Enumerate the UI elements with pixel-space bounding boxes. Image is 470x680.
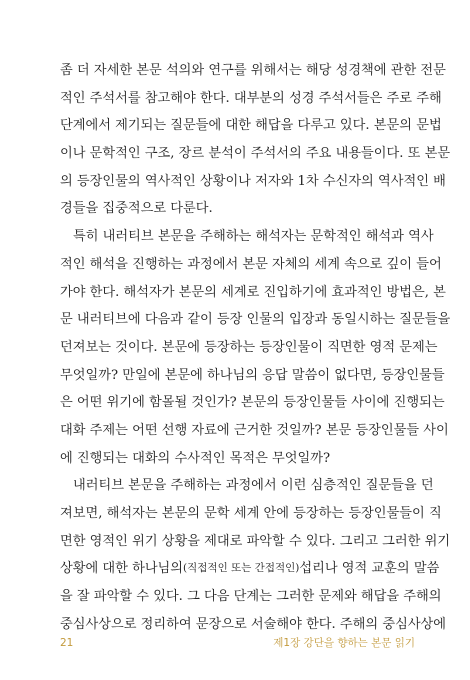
text-line xyxy=(60,528,451,556)
line-text: 무엇일까? 만일에 본문에 하나님의 응답 말씀이 없다면, 등장인물들 xyxy=(60,367,445,383)
line-text: 중심사상으로 정리하여 문장으로 서술해야 한다. 주해의 중심사상에 xyxy=(60,616,447,632)
text-line xyxy=(60,583,442,611)
text-line xyxy=(60,362,445,390)
body-text xyxy=(60,57,451,638)
line-text: 특히 내러티브 본문을 주해하는 해석자는 문학적인 해석과 역사 xyxy=(73,229,434,245)
line-text: 적인 주석서를 참고해야 한다. 대부분의 성경 주석서들은 주로 주해 xyxy=(60,90,442,106)
text-line xyxy=(60,611,447,639)
paragraph-3 xyxy=(60,472,451,638)
line-text: 문 내러티브에 다음과 같이 등장 인물의 입장과 동일시하는 질문들을 xyxy=(60,312,451,328)
line-text: 면한 영적인 위기 상황을 제대로 파악할 수 있다. 그리고 그러한 위기 xyxy=(60,533,451,549)
line-text: 경들을 집중적으로 다룬다. xyxy=(60,201,213,217)
line-text: 단계에서 제기되는 질문들에 대한 해답을 다루고 있다. 본문의 문법 xyxy=(60,118,442,134)
line-text: 상황에 대한 하나님의 xyxy=(60,561,184,577)
line-text: 에 진행되는 대화의 수사적인 목적은 무엇일까? xyxy=(60,450,331,466)
line-text: 은 어떤 위기에 함몰될 것인가? 본문의 등장인물들 사이에 진행되는 xyxy=(60,395,445,411)
text-line xyxy=(60,472,434,500)
text-line xyxy=(60,140,451,168)
inline-note: (직접적인 또는 간접적인) xyxy=(183,562,300,575)
line-text: 좀 더 자세한 본문 석의와 연구를 위해서는 해당 성경책에 관한 전문 xyxy=(60,63,446,78)
line-text: 의 등장인물의 역사적인 상황이나 저자와 1차 수신자의 역사적인 배 xyxy=(60,173,446,189)
text-line xyxy=(60,334,438,362)
running-header-chapter-title: 제1장 강단을 향하는 본문 읽기 xyxy=(273,637,415,649)
line-text: 을 잘 파악할 수 있다. 그 다음 단계는 그러한 문제와 해답을 주해의 xyxy=(60,589,442,605)
line-text: 내러티브 본문을 주해하는 과정에서 이런 심층적인 질문들을 던 xyxy=(73,478,434,494)
line-text: 던져보는 것이다. 본문에 등장하는 등장인물이 직면한 영적 문제는 xyxy=(60,339,438,355)
text-line xyxy=(60,85,442,113)
text-line xyxy=(60,555,440,583)
text-line xyxy=(60,251,442,279)
paragraph-1 xyxy=(60,57,451,223)
text-line xyxy=(60,223,434,251)
text-line xyxy=(60,195,416,223)
page-number: 21 xyxy=(60,637,74,649)
paragraph-2 xyxy=(60,223,451,472)
text-line xyxy=(60,279,446,307)
text-line xyxy=(60,389,445,417)
text-line xyxy=(60,500,442,528)
text-line xyxy=(60,57,446,85)
line-text: 져보면, 해석자는 본문의 문학 세계 안에 등장하는 등장인물들이 직 xyxy=(60,506,442,521)
text-line xyxy=(60,112,442,140)
text-line xyxy=(60,168,446,196)
text-line xyxy=(60,417,449,445)
line-text: 섭리나 영적 교훈의 말씀 xyxy=(299,561,440,577)
text-line xyxy=(60,306,451,334)
line-text: 이나 문학적인 구조, 장르 분석이 주석서의 주요 내용들이다. 또 본문 xyxy=(60,146,451,162)
line-text: 가야 한다. 해석자가 본문의 세계로 진입하기에 효과적인 방법은, 본 xyxy=(60,284,446,300)
line-text: 적인 해석을 진행하는 과정에서 본문 자체의 세계 속으로 깊이 들어 xyxy=(60,256,442,272)
line-text: 대화 주제는 어떤 선행 자료에 근거한 것일까? 본문 등장인물들 사이 xyxy=(60,422,449,438)
text-line xyxy=(60,445,416,473)
